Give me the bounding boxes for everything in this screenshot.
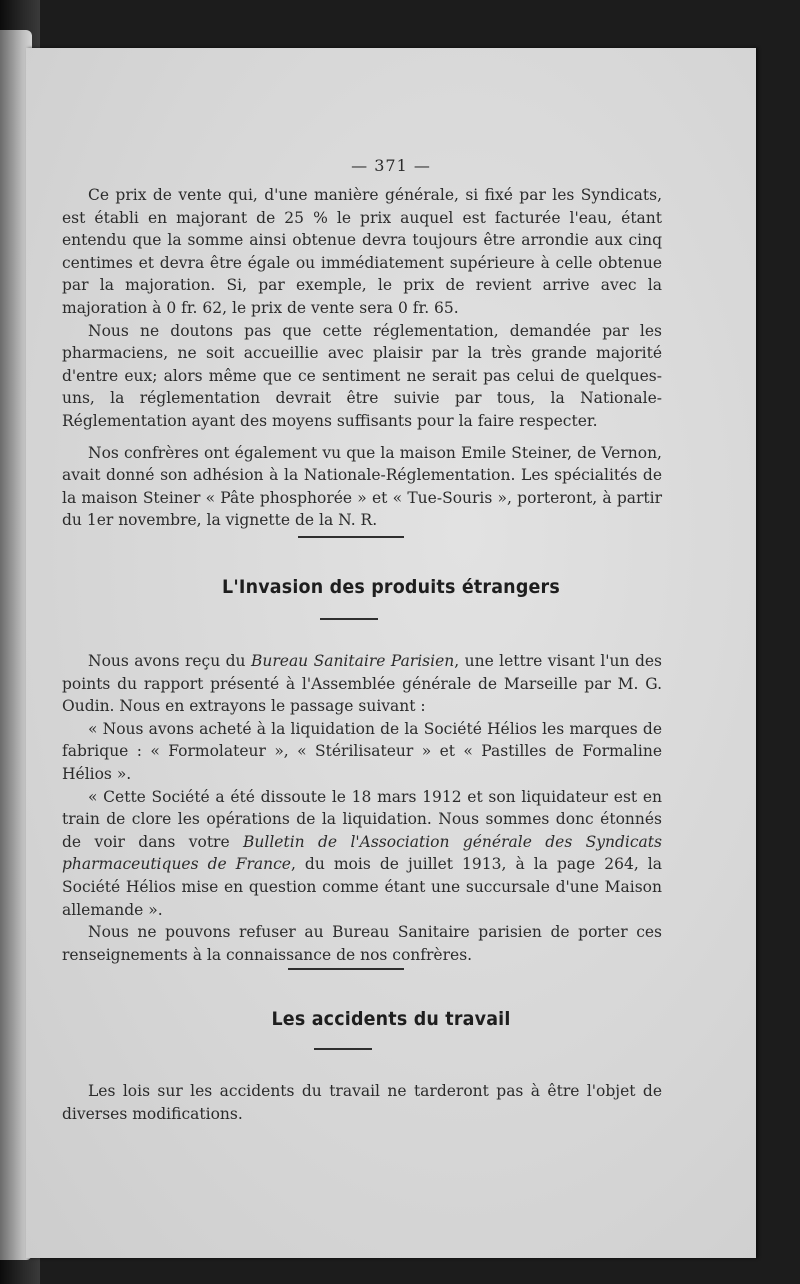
paragraph-bureau-sanitaire [62, 650, 662, 718]
heading-underline [320, 618, 378, 620]
section-divider [298, 536, 404, 538]
text-run: , du mois de juillet 1913, à la page 264, la Société Hélios mise en question comme étant une succursale d'une Maison allemande ». [62, 855, 662, 919]
section-divider [288, 968, 404, 970]
heading-accidents-du-travail: Les accidents du travail [271, 1008, 511, 1030]
page-number: — 371 — [351, 156, 431, 175]
paragraph-prix-de-vente: Ce prix de vente qui, d'une manière générale, si fixé par les Syndicats, est établi en majorant de 25 % le prix auquel est facturée l'eau, étant entendu que la somme ainsi obtenue devra toujours être arrondie aux cinq centimes et devra être égale ou immédiatement supérieure à celle obtenue par la majoration. Si, par exemple, le prix de revient arrive avec la majoration à 0 fr. 62, le prix de vente sera 0 fr. 65. [62, 186, 662, 317]
text-run: , une lettre visant l'un des points du rapport présenté à l'Assemblée générale de Marseille par M. G. Oudin. Nous en extrayons le passage suivant : [62, 652, 662, 716]
paragraph-renseignements: Nous ne pouvons refuser au Bureau Sanitaire parisien de porter ces renseignements à la connaissance de nos confrères. [62, 923, 662, 964]
heading-underline [314, 1048, 372, 1050]
section-nationale-reglementation [62, 184, 662, 532]
paragraph-steiner: Nos confrères ont également vu que la maison Emile Steiner, de Vernon, avait donné son adhésion à la Nationale-Réglementation. Les spécialités de la maison Steiner « Pâte phosphorée » et « Tue-Souris », porteront, à partir du 1er novembre, la vignette de la N. R. [62, 443, 662, 530]
paragraph-marques-de-fabrique: « Nous avons acheté à la liquidation de la Société Hélios les marques de fabrique : « Formolateur », « Stérilisateur » et « Pastilles de Formaline Hélios ». [62, 719, 662, 783]
heading-invasion-produits-etrangers: L'Invasion des produits étrangers [222, 576, 560, 598]
text-run: « Cette Société a été dissoute le 18 mars 1912 et son liquidateur est en train de clore les opérations de la liquidation. Nous sommes donc étonnés de voir dans votre [62, 787, 662, 851]
italic-bureau-sanitaire: Bureau Sanitaire Parisien [250, 652, 455, 670]
italic-bulletin-title: Bulletin de l'Association générale des Syndicats pharmaceutiques de France [62, 832, 662, 874]
document-page [26, 48, 756, 1258]
text-run: Nous avons reçu du [88, 652, 251, 670]
section-invasion [62, 650, 662, 966]
paragraph-lois-accidents: Les lois sur les accidents du travail ne tarderont pas à être l'objet de diverses modifications. [62, 1082, 662, 1123]
paragraph-societe-dissoute [62, 786, 662, 922]
section-accidents [62, 1080, 662, 1125]
paragraph-reglementation: Nous ne doutons pas que cette réglementation, demandée par les pharmaciens, ne soit accueillie avec plaisir par la très grande majorité d'entre eux; alors même que ce sentiment ne serait pas celui de quelques-uns, la réglementation devrait être suivie par tous, la Nationale-Réglementation ayant des moyens suffisants pour la faire respecter. [62, 321, 662, 430]
